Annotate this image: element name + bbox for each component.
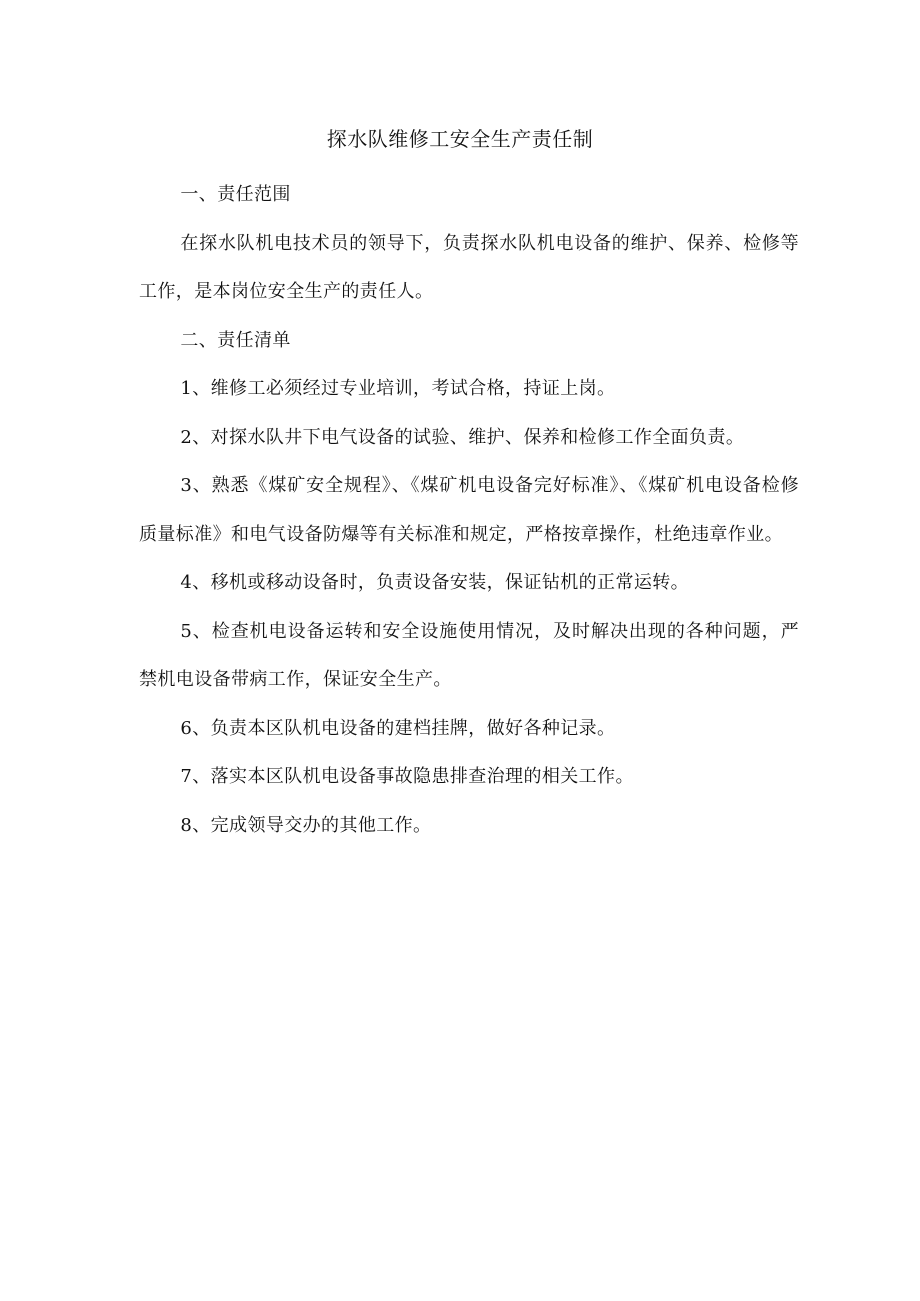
list-item-6: 6、负责本区队机电设备的建档挂牌，做好各种记录。 — [180, 717, 616, 739]
list-item-1: 1、维修工必须经过专业培训，考试合格，持证上岗。 — [180, 378, 616, 399]
list-item-7: 7、落实本区队机电设备事故隐患排查治理的相关工作。 — [180, 766, 634, 787]
section-heading-scope: 一、责任范围 — [180, 184, 291, 205]
document-body — [139, 171, 799, 850]
section-heading-list: 二、责任清单 — [180, 329, 291, 351]
list-item-5: 5、检查机电设备运转和安全设施使用情况，及时解决出现的各种问题，严禁机电设备带病工作，保证安全生产。 — [139, 620, 799, 690]
list-item-4: 4、移机或移动设备时，负责设备安装，保证钻机的正常运转。 — [180, 572, 690, 593]
list-item-3: 3、熟悉《煤矿安全规程》、《煤矿机电设备完好标准》、《煤矿机电设备检修质量标准》和电气设备防爆等有关标准和规定，严格按章操作，杜绝违章作业。 — [139, 475, 799, 545]
document-title: 探水队维修工安全生产责任制 — [326, 127, 594, 151]
list-item-8: 8、完成领导交办的其他工作。 — [180, 814, 432, 836]
scope-paragraph: 在探水队机电技术员的领导下，负责探水队机电设备的维护、保养、检修等工作，是本岗位安全生产的责任人。 — [139, 232, 799, 302]
list-item-2: 2、对探水队井下电气设备的试验、维护、保养和检修工作全面负责。 — [180, 426, 745, 448]
